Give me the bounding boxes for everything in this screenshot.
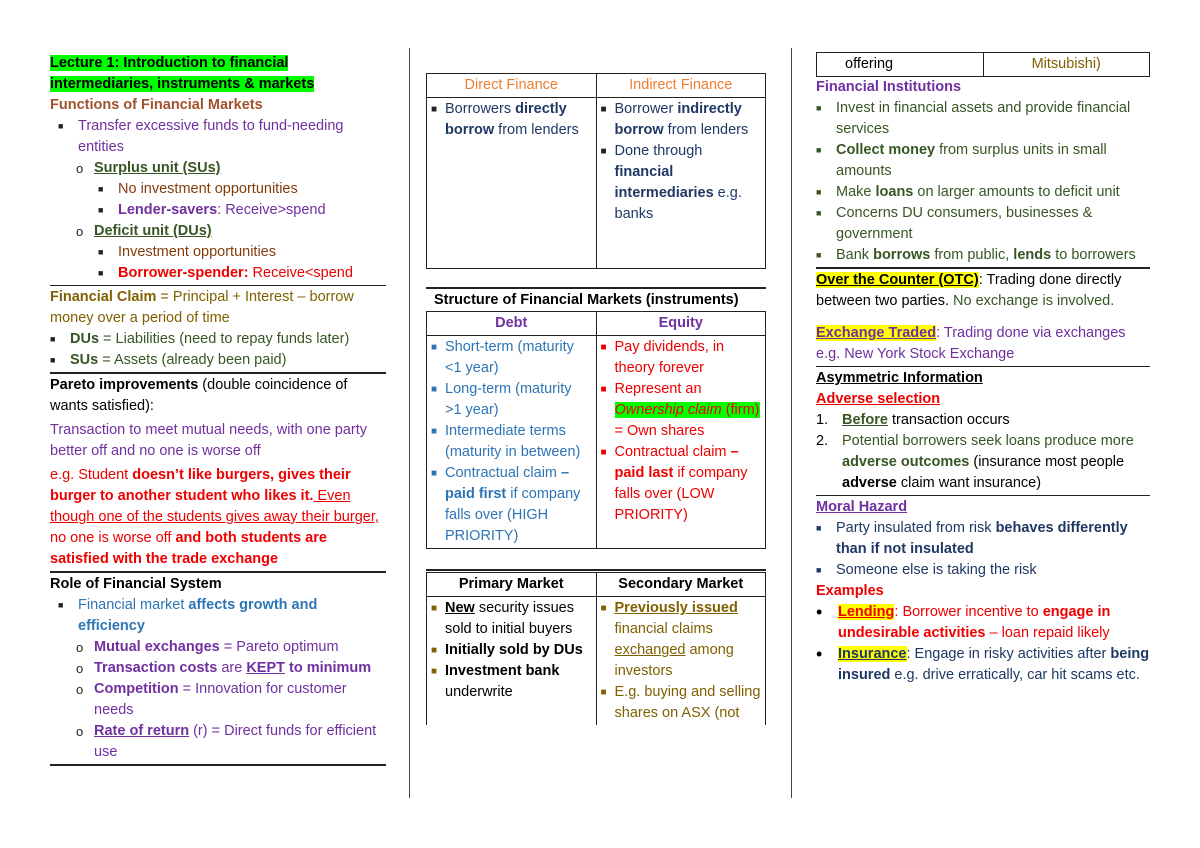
finance-table	[426, 73, 766, 269]
column-divider-left	[409, 48, 410, 798]
list-item: ■ Initially sold by DUs	[431, 640, 592, 661]
list-item: ■ Financial market affects growth and efficiency	[58, 597, 318, 634]
table-header: Direct Finance	[427, 74, 597, 98]
exchange-traded-text: Exchange Traded: Trading done via exchanges e.g. New York Stock Exchange	[816, 325, 1126, 362]
square-bullet-icon: ■	[431, 104, 438, 115]
list-item: ■ Borrower indirectly borrow from lenders	[600, 101, 749, 138]
column-divider-right	[791, 48, 792, 798]
list-item: ■ Pay dividends, in theory forever	[600, 339, 725, 376]
list-item: ■ Concerns DU consumers, businesses & government	[816, 205, 1093, 242]
divider	[426, 287, 766, 289]
table-header: Debt	[427, 312, 597, 336]
square-bullet-icon: ■	[816, 250, 822, 260]
circle-bullet-icon: o	[76, 640, 84, 655]
column-3	[816, 48, 1150, 686]
square-bullet-icon: ■	[600, 384, 607, 395]
list-item: ■ Represent an Ownership claim (firm) = Own shares	[600, 381, 760, 439]
square-bullet-icon: ■	[600, 342, 607, 353]
square-bullet-icon: ■	[431, 645, 438, 656]
moral-hazard-heading: Moral Hazard	[816, 499, 908, 515]
square-bullet-icon: ■	[816, 565, 822, 575]
list-item: ■ Borrowers directly borrow from lenders	[431, 101, 579, 138]
table-header: Primary Market	[427, 573, 597, 597]
divider	[816, 366, 1150, 367]
divider	[50, 764, 386, 766]
table-cell	[427, 597, 597, 726]
divider	[816, 495, 1150, 496]
square-bullet-icon: ■	[50, 334, 56, 344]
list-item: ■ No investment opportunities	[50, 179, 386, 200]
table-cell: Mitsubishi)	[983, 53, 1150, 77]
square-bullet-icon: ■	[816, 523, 822, 533]
divider	[50, 571, 386, 573]
list-item: ■ Short-term (maturity <1 year)	[431, 339, 574, 376]
asymmetric-heading: Asymmetric Information	[816, 370, 983, 386]
otc-text: Over the Counter (OTC): Trading done directly between two parties. No exchange is involved.	[816, 272, 1122, 309]
square-bullet-icon: ■	[816, 145, 822, 155]
list-item: • Lending: Borrower incentive to engage in undesirable activities – loan repaid likely	[816, 602, 1111, 641]
list-item: o Deficit unit (DUs)	[50, 221, 386, 242]
table-cell	[596, 98, 766, 269]
list-item: ■ Invest in financial assets and provide financial services	[816, 100, 1131, 137]
square-bullet-icon: ■	[431, 666, 438, 677]
square-bullet-icon: ■	[431, 384, 438, 395]
square-bullet-icon: ■	[50, 355, 56, 365]
circle-bullet-icon: o	[76, 682, 84, 697]
table-cell	[596, 336, 766, 549]
square-bullet-icon: ■	[58, 600, 64, 610]
list-item: ■ Borrower-spender: Receive<spend	[50, 263, 386, 284]
adverse-heading: Adverse selection	[816, 391, 941, 407]
divider	[426, 569, 766, 571]
circle-bullet-icon: o	[76, 661, 84, 676]
list-item: o Transaction costs are KEPT to minimum	[50, 658, 386, 679]
square-bullet-icon: ■	[600, 104, 607, 115]
column-2	[426, 48, 766, 725]
structure-heading: Structure of Financial Markets (instruments)	[434, 292, 739, 308]
list-item: ■ Investment bank underwrite	[431, 663, 560, 700]
list-item: ■ Lender-savers: Receive>spend	[50, 200, 386, 221]
square-bullet-icon: ■	[816, 103, 822, 113]
square-bullet-icon: ■	[98, 184, 104, 194]
list-item: 1. Before transaction occurs	[816, 412, 1010, 428]
table-cell	[596, 597, 766, 726]
circle-bullet-icon: o	[76, 224, 84, 239]
fi-heading: Financial Institutions	[816, 79, 962, 95]
list-item: ■ Collect money from surplus units in small amounts	[816, 142, 1107, 179]
square-bullet-icon: ■	[600, 447, 607, 458]
table-header: Equity	[596, 312, 766, 336]
list-item: ■ Intermediate terms (maturity in between)	[431, 423, 581, 460]
list-item: • Insurance: Engage in risky activities after being insured e.g. drive erratically, car hit scams etc.	[816, 644, 1150, 683]
list-item: ■ Investment opportunities	[50, 242, 386, 263]
circle-bullet-icon: o	[76, 161, 84, 176]
circle-bullet-icon: o	[76, 724, 84, 739]
transaction-text: Transaction to meet mutual needs, with one party better off and no one is worse off	[50, 422, 368, 459]
list-item: ■ Transfer excessive funds to fund-needing entities	[58, 118, 344, 155]
table-header: Secondary Market	[596, 573, 766, 597]
divider	[50, 285, 386, 286]
list-item: ■ Someone else is taking the risk	[816, 560, 1150, 581]
list-item: o Rate of return (r) = Direct funds for efficient use	[76, 723, 377, 760]
divider	[816, 267, 1150, 269]
instruments-table	[426, 311, 766, 549]
list-item: o Competition = Innovation for customer needs	[76, 681, 347, 718]
square-bullet-icon: ■	[98, 268, 104, 278]
market-table	[426, 572, 766, 725]
list-item: ■ Long-term (maturity >1 year)	[431, 381, 572, 418]
column-1	[50, 48, 386, 767]
list-item: ■ Make loans on larger amounts to deficit unit	[816, 182, 1150, 203]
list-item: ■ Bank borrows from public, lends to borrowers	[816, 245, 1150, 266]
list-item: 2. Potential borrowers seek loans produce more adverse outcomes (insurance most people adverse claim want insurance)	[816, 433, 1134, 491]
square-bullet-icon: ■	[431, 603, 438, 614]
list-item: ■ New security issues sold to initial buyers	[431, 600, 574, 637]
list-item: o Surplus unit (SUs)	[50, 158, 386, 179]
table-header: Indirect Finance	[596, 74, 766, 98]
list-item: ■ Contractual claim – paid first if company falls over (HIGH PRIORITY)	[431, 465, 581, 544]
square-bullet-icon: ■	[431, 342, 438, 353]
divider	[50, 372, 386, 374]
square-bullet-icon: ■	[816, 187, 822, 197]
square-bullet-icon: ■	[816, 208, 822, 218]
functions-heading: Functions of Financial Markets	[50, 97, 263, 113]
continued-table	[816, 52, 1150, 77]
square-bullet-icon: ■	[431, 426, 438, 437]
pareto-heading: Pareto improvements (double coincidence of wants satisfied):	[50, 377, 348, 414]
table-cell: offering	[817, 53, 984, 77]
dot-bullet-icon: •	[816, 644, 823, 664]
list-item: ■ Done through financial intermediaries e.g. banks	[600, 143, 742, 222]
square-bullet-icon: ■	[98, 247, 104, 257]
dot-bullet-icon: •	[816, 602, 823, 622]
list-item: ■ E.g. buying and selling shares on ASX (not	[600, 684, 761, 721]
table-cell	[427, 336, 597, 549]
list-item: ■ SUs = Assets (already been paid)	[50, 350, 386, 371]
lecture-title: Lecture 1: Introduction to financial intermediaries, instruments & markets	[50, 55, 315, 92]
square-bullet-icon: ■	[58, 121, 64, 131]
example-text: e.g. Student doesn’t like burgers, gives their burger to another student who likes it. Even though one of the students gives away their burger, no one is worse off and both students are satisfied with the trade exchange	[50, 467, 379, 567]
role-heading: Role of Financial System	[50, 576, 222, 592]
square-bullet-icon: ■	[600, 603, 607, 614]
square-bullet-icon: ■	[431, 468, 438, 479]
examples-heading: Examples	[816, 583, 884, 599]
list-item: ■ Party insulated from risk behaves differently than if not insulated	[816, 520, 1128, 557]
square-bullet-icon: ■	[98, 205, 104, 215]
financial-claim: Financial Claim = Principal + Interest – borrow money over a period of time	[50, 289, 354, 326]
square-bullet-icon: ■	[600, 146, 607, 157]
square-bullet-icon: ■	[600, 687, 607, 698]
list-item: o Mutual exchanges = Pareto optimum	[50, 637, 386, 658]
list-item: ■ Previously issued financial claims exchanged among investors	[600, 600, 738, 679]
table-cell	[427, 98, 597, 269]
list-item: ■ DUs = Liabilities (need to repay funds later)	[50, 329, 386, 350]
list-item: ■ Contractual claim – paid last if company falls over (LOW PRIORITY)	[600, 444, 748, 523]
